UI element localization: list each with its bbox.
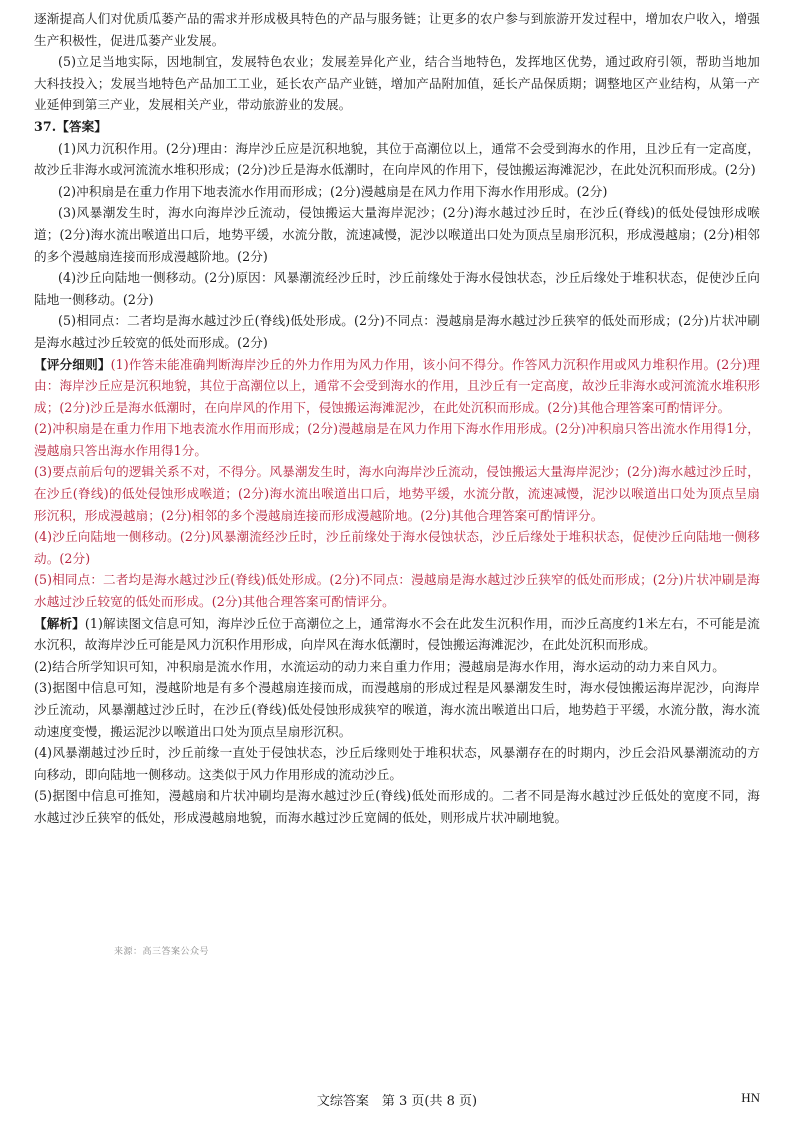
answer-item: (4)沙丘向陆地一侧移动。(2分)原因：风暴潮流经沙丘时，沙丘前缘处于海水侵蚀状态，沙丘后缘处于堆积状态，促使沙丘向陆地一侧移动。(2分) [34, 270, 760, 307]
rubric-label: 【评分细则】 [34, 356, 111, 372]
source-watermark: 来源：高三答案公众号 [114, 947, 210, 957]
page-content [34, 8, 760, 829]
footer-page-info: 文综答案 第 3 页(共 8 页) [316, 1094, 478, 1109]
answer-item: (5)相同点：二者均是海水越过沙丘(脊线)低处形成。(2分)不同点：漫越扇是海水越过沙丘狭窄的低处而形成；(2分)片状冲刷是海水越过沙丘较宽的低处而形成。(2分) [34, 313, 760, 350]
rubric-item: (3)要点前后句的逻辑关系不对，不得分。风暴潮发生时，海水向海岸沙丘流动，侵蚀搬运大量海岸泥沙；(2分)海水越过沙丘时，在沙丘(脊线)的低处侵蚀形成喉道；(2分)海水流出喉道出口后，地势平缓，水流分散，流速减慢，泥沙以喉道出口处为顶点呈扇形沉积，形成漫越扇；(2分)相邻的多个漫越扇连接而形成漫越阶地。(2分)其他合理答案可酌情评分。 [34, 464, 760, 523]
analysis-item: (2)结合所学知识可知，冲积扇是流水作用，水流运动的动力来自重力作用；漫越扇是海水作用，海水运动的动力来自风力。 [34, 658, 725, 674]
rubric-item: (5)相同点：二者均是海水越过沙丘(脊线)低处形成。(2分)不同点：漫越扇是海水越过沙丘狭窄的低处而形成；(2分)片状冲刷是海水越过沙丘较宽的低处而形成。(2分)其他合理答案可酌情评分。 [34, 572, 760, 610]
analysis-item: (1)解读图文信息可知，海岸沙丘位于高潮位之上，通常海水不会在此发生沉积作用，而沙丘高度约1米左右，不可能是流水沉积，故海岸沙丘可能是风力沉积作用形成，向岸风在海水低潮时，侵蚀搬运海滩泥沙，在此处沉积而形成。 [34, 615, 760, 653]
rubric-item: (2)冲积扇是在重力作用下地表流水作用而形成；(2分)漫越扇是在风力作用下海水作用形成。(2分)冲积扇只答出流水作用得1分，漫越扇只答出海水作用得1分。 [34, 421, 760, 458]
answer-item: (1)风力沉积作用。(2分)理由：海岸沙丘应是沉积地貌，其位于高潮位以上，通常不会受到海水的作用，且沙丘有一定高度，故沙丘非海水或河流流水堆积形成；(2分)沙丘是海水低潮时，在向岸风的作用下，侵蚀搬运海滩泥沙，在此处沉积而形成。(2分) [34, 140, 760, 178]
analysis-label: 【解析】 [34, 615, 85, 631]
intro-paragraph: (5)立足当地实际，因地制宜，发展特色农业；发展差异化产业，结合当地特色，发挥地区优势，通过政府引领，帮助当地加大科技投入；发展当地特色产品加工工业，延长农产品产业链，增加产品附加值，延长产品保质期；调整地区产业结构，从第一产业延伸到第三产业，发展相关产业，带动旅游业的发展。 [34, 54, 760, 113]
rubric-item: (4)沙丘向陆地一侧移动。(2分)风暴潮流经沙丘时，沙丘前缘处于海水侵蚀状态，沙丘后缘处于堆积状态，促使沙丘向陆地一侧移动。(2分) [34, 529, 760, 566]
footer-region-code: HN [741, 1090, 760, 1105]
analysis-item: (4)风暴潮越过沙丘时，沙丘前缘一直处于侵蚀状态，沙丘后缘则处于堆积状态，风暴潮存在的时期内，沙丘会沿风暴潮流动的方向移动，即向陆地一侧移动。这类似于风力作用形成的流动沙丘。 [34, 745, 760, 782]
intro-paragraph: 逐渐提高人们对优质瓜蒌产品的需求并形成极具特色的产品与服务链；让更多的农户参与到旅游开发过程中，增加农户收入，增强生产积极性，促进瓜蒌产业发展。 [34, 11, 760, 48]
rubric-item: (1)作答未能准确判断海岸沙丘的外力作用为风力作用，该小问不得分。作答风力沉积作用或风力堆积作用。(2分)理由：海岸沙丘应是沉积地貌，其位于高潮位以上，通常不会受到海水的作用，且沙丘有一定高度，故沙丘非海水或河流流水堆积形成；(2分)沙丘是海水低潮时，在向岸风的作用下，侵蚀搬运海滩泥沙，在此处沉积而形成。(2分)其他合理答案可酌情评分。 [34, 356, 760, 415]
analysis-block [34, 613, 760, 656]
analysis-item: (3)据图中信息可知，漫越阶地是有多个漫越扇连接而成，而漫越扇的形成过程是风暴潮发生时，海水侵蚀搬运海岸泥沙，向海岸沙丘流动，风暴潮越过沙丘时，在沙丘(脊线)低处侵蚀形成狭窄的喉道，海水流出喉道出口后，地势趋于平缓，水流分散，海水流动速度变慢，搬运泥沙以喉道出口处为顶点呈扇形沉积。 [34, 680, 760, 739]
analysis-item: (5)据图中信息可推知，漫越扇和片状冲刷均是海水越过沙丘(脊线)低处而形成的。二者不同是海水越过沙丘低处的宽度不同，海水越过沙丘狭窄的低处，形成漫越扇地貌，而海水越过沙丘宽阔的低处，则形成片状冲刷地貌。 [34, 788, 760, 825]
rubric-block [34, 354, 760, 419]
question-37-label: 37.【答案】 [34, 118, 107, 134]
answer-item: (2)冲积扇是在重力作用下地表流水作用而形成；(2分)漫越扇是在风力作用下海水作用形成。(2分) [58, 183, 608, 199]
answer-item: (3)风暴潮发生时，海水向海岸沙丘流动，侵蚀搬运大量海岸泥沙；(2分)海水越过沙丘时，在沙丘(脊线)的低处侵蚀形成喉道；(2分)海水流出喉道出口后，地势平缓，水流分散，流速减慢，泥沙以喉道出口处为顶点呈扇形沉积，形成漫越扇；(2分)相邻的多个漫越扇连接而形成漫越阶地。(2分) [34, 205, 760, 264]
